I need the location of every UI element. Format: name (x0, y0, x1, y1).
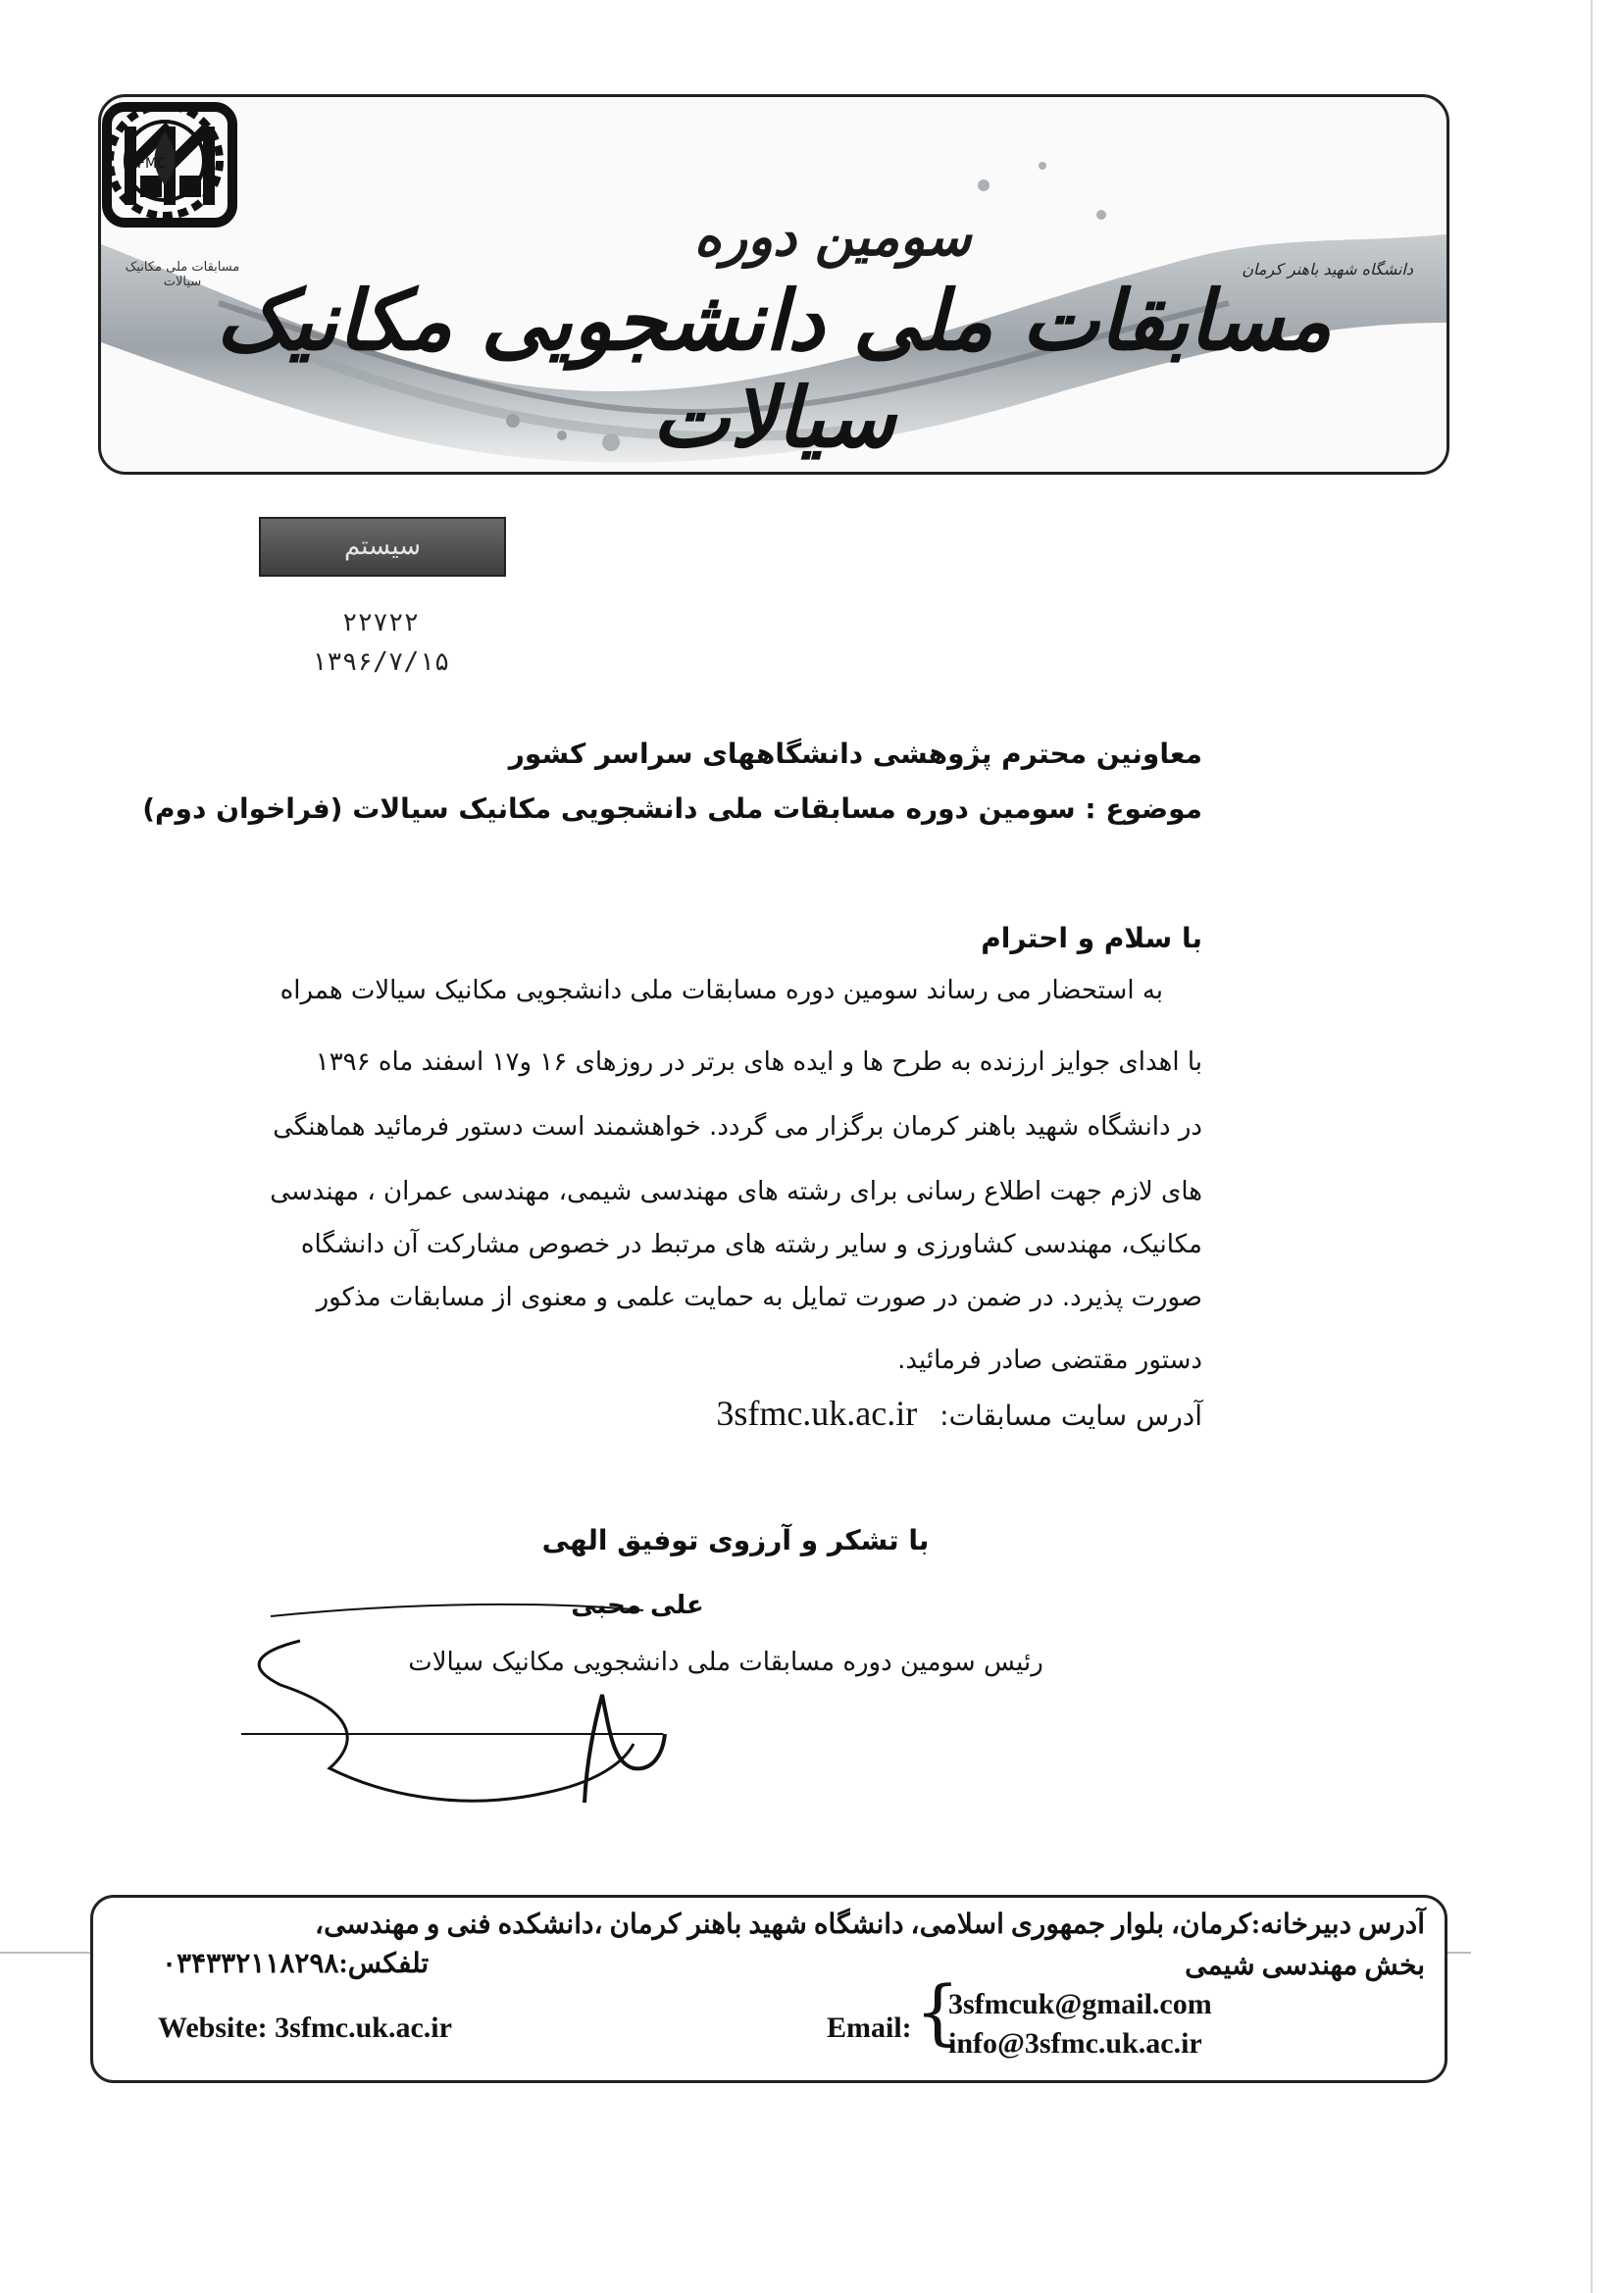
footer-fax: تلفکس:۰۳۴۳۳۲۱۱۸۲۹۸ (162, 1949, 430, 1979)
body-line: مکانیک، مهندسی کشاورزی و سایر رشته های مرتبط در خصوص مشارکت آن دانشگاه (300, 1230, 1202, 1259)
subject-line: موضوع : سومین دوره مسابقات ملی دانشجویی مکانیک سیالات (فراخوان دوم) (142, 792, 1202, 825)
body-line: با اهدای جوایز ارزنده به طرح ها و ایده های برتر در روزهای ۱۶ و۱۷ اسفند ماه ۱۳۹۶ (315, 1047, 1202, 1077)
footer-address: آدرس دبیرخانه:کرمان، بلوار جمهوری اسلامی، دانشگاه شهید باهنر کرمان ،دانشکده فنی و مهندسی، (315, 1910, 1425, 1940)
recipient-line: معاونین محترم پژوهشی دانشگاههای سراسر کشور (508, 738, 1202, 770)
closing-line: با تشکر و آرزوی توفیق الهی (541, 1524, 930, 1556)
reference-number: ۲۲۷۲۲ (341, 608, 420, 637)
footer-email-1[interactable]: 3sfmcuk@gmail.com (948, 1988, 1212, 2020)
footer-website[interactable]: Website: 3sfmc.uk.ac.ir (158, 2012, 452, 2044)
footer-email-2[interactable]: info@3sfmc.uk.ac.ir (948, 2027, 1202, 2060)
banner-title-line2: مسابقات ملی دانشجویی مکانیک سیالات (216, 272, 1332, 466)
site-label: آدرس سایت مسابقات: (939, 1400, 1202, 1432)
email-brace: { (915, 1970, 960, 2053)
body-line: دستور مقتضی صادر فرمائید. (897, 1346, 1202, 1375)
site-url-link[interactable]: 3sfmc.uk.ac.ir (716, 1394, 918, 1433)
body-line: به استحضار می رساند سومین دوره مسابقات ملی دانشجویی مکانیک سیالات همراه (279, 976, 1163, 1005)
signer-title: رئیس سومین دوره مسابقات ملی دانشجویی مکانیک سیالات (408, 1648, 1043, 1677)
body-line: صورت پذیرد. در ضمن در صورت تمایل به حمایت علمی و معنوی از مسابقات مذکور (316, 1283, 1202, 1312)
system-stamp: سیستم (259, 517, 506, 577)
greeting-line: با سلام و احترام (981, 922, 1202, 954)
footer-department: بخش مهندسی شیمی (1185, 1951, 1425, 1981)
handwritten-signature (222, 1597, 751, 1832)
page-edge-line (1591, 0, 1593, 2293)
footer-email-label: Email: (827, 2012, 912, 2044)
footer-box (90, 1895, 1447, 2083)
sfmc-logo-icon (101, 97, 228, 225)
sfmc-logo-text: SFMC (128, 156, 167, 172)
body-line: های لازم جهت اطلاع رسانی برای رشته های مهندسی شیمی، مهندسی عمران ، مهندسی (270, 1177, 1202, 1206)
body-line: در دانشگاه شهید باهنر کرمان برگزار می گردد. خواهشمند است دستور فرمائید هماهنگی (273, 1112, 1202, 1142)
banner-title-line1: سومین دوره (693, 205, 972, 268)
header-banner (98, 94, 1449, 475)
sfmc-logo-caption: مسابقات ملی مکانیک سیالات (125, 260, 240, 289)
university-logo-caption: دانشگاه شهید باهنر کرمان (1242, 260, 1413, 279)
reference-date: ۱۳۹۶/۷/۱۵ (311, 647, 450, 677)
competition-site-row (716, 1393, 1202, 1434)
signer-name: علی محبی (571, 1591, 704, 1620)
